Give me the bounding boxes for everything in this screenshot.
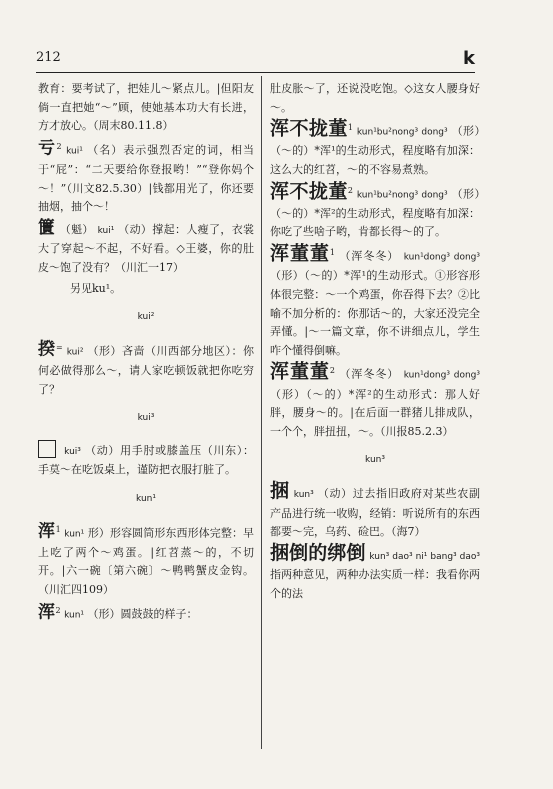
headword-superscript: 2 — [329, 366, 335, 376]
definition: （名）表示强烈否定的词，相当于“屁”：“二天要给你登报哟！”“登你妈个～！”（川文82.5.30）|钱都用光了，你还要抽烟，抽个～！ — [38, 143, 255, 214]
definition: （形）圆鼓鼓的样子： — [87, 607, 198, 621]
headword-superscript: 1 — [347, 123, 353, 133]
pronunciation: kun¹dong³ dong³ — [403, 252, 480, 263]
cross-reference: 另见ku¹。 — [70, 281, 122, 295]
entry-kun-bu-nong-dong-1 — [270, 119, 480, 179]
headword-superscript: = — [56, 342, 63, 352]
entry-kun-dong-dong-2 — [270, 362, 480, 441]
headword: 捆 — [270, 479, 290, 502]
definition: （动）过去指旧政府对某些农副产品进行统一收购，经销：听说所有的东西都要～完，乌药、硷巴。（海7） — [270, 486, 480, 539]
section-heading: kun¹ — [136, 494, 156, 504]
definition: （形）（～的）*浑²的生动形式，程度略有加深：你吃了些啥子哟，肯都长得～的了。 — [270, 187, 480, 239]
pronunciation: kui¹ — [66, 146, 83, 157]
entry-kun1-b — [38, 602, 254, 625]
left-column — [38, 80, 254, 627]
definition: （形）（～的）*浑¹的生动形式。①形容形体很完整：～一个鸡蛋，你吞得下去？②比喻不加分析的：你那话～的，大家还没完全弄懂。|～一篇文章，你不讲细点儿，学生咋个懂得倒嘛。 — [270, 269, 480, 357]
definition: 形）形容圆筒形东西形体完整：早上吃了两个～鸡蛋。|红苕蒸～的，不切开。|六一碗〔第六碗〕～鸭鸭蟹皮金钩。（川汇四109） — [38, 526, 255, 597]
pronunciation: kun³ — [293, 489, 314, 500]
headword: 籄 — [38, 217, 56, 238]
headword-superscript: 2 — [347, 185, 353, 195]
headword: 亏 — [38, 138, 57, 159]
pronunciation: kui³ — [64, 446, 81, 457]
definition: （动）撑起：人瘦了，衣裳大了穿起～不起，不好看。◇王婆，你的肚皮～饱了没有？（川汇一17） — [38, 222, 255, 274]
definition: （形）（～的）*浑²的生动形式：那人好胖，腰身～的。|在后面一群猪儿排成队，一个个，胖扭扭，～。（川报85.2.3） — [270, 387, 480, 438]
pronunciation: kun¹bu²nong³ dong³ — [356, 127, 448, 138]
section-heading: kui³ — [137, 413, 155, 424]
pronunciation: kui¹ — [97, 225, 115, 236]
section-letter: k — [463, 48, 475, 69]
pronunciation: kun¹dong³ dong³ — [403, 370, 480, 381]
headword: 浑不拢董 — [270, 117, 348, 140]
entry-kun-dong-dong-1 — [270, 244, 480, 360]
missing-character-box — [38, 440, 56, 458]
section-heading: kui² — [137, 312, 155, 323]
section-heading: kun³ — [365, 455, 385, 466]
headword-superscript: 1 — [329, 248, 335, 258]
entry-kui3 — [38, 440, 254, 480]
headword: 捆倒的绑倒 — [270, 541, 366, 564]
definition: （形）（～的）*浑¹的生动形式，程度略有加深：这么大的红苕，～的不容易煮熟。 — [270, 124, 480, 177]
headword: 浑 — [38, 602, 56, 623]
definition: （形）吝啬（川西部分地区）：你何必做得那么～，请人家吃顿饭就把你吃穷了？ — [38, 344, 255, 396]
headword: 浑董董 — [270, 360, 330, 383]
headword: 浑 — [38, 521, 56, 542]
pronunciation: kun¹bu²nong³ dong³ — [356, 190, 448, 201]
column-divider — [261, 76, 262, 749]
right-column — [270, 80, 480, 605]
entry-kun-bu-nong-dong-2 — [270, 182, 480, 242]
variant-note: （魁） — [59, 222, 94, 236]
entry-continuation: 教育：要考试了，把娃儿～紧点儿。|但阳友倘一直把她“～”顾，使她基本功大有长进，方才放心。（周末80.11.8） — [38, 82, 254, 133]
headword-superscript: 2 — [56, 141, 62, 151]
entry-kun1-a — [38, 521, 254, 600]
headword-superscript: 1 — [55, 524, 61, 534]
headword: 浑不拢董 — [270, 180, 348, 203]
headword-superscript: 2 — [55, 605, 61, 615]
entry-kui2 — [38, 339, 254, 399]
pronunciation: kun³ dao³ ni¹ bang³ dao³ — [369, 551, 480, 562]
entry-kui1-a — [38, 138, 254, 217]
definition: 指两种意见，两种办法实质一样：我看你两个的法 — [270, 568, 480, 600]
entry-kun3 — [270, 479, 480, 542]
definition: （动）用手肘或膝盖压（川东）：手莫～在吃饭桌上，谨防把衣服打脏了。 — [38, 443, 254, 477]
pronunciation: kun¹ — [64, 529, 85, 540]
pronunciation: kun¹ — [64, 610, 85, 621]
entry-kun-dao-bang-dao — [270, 541, 480, 604]
headword: 浑董董 — [270, 242, 330, 265]
variant-note: （浑冬冬） — [339, 367, 400, 381]
page-number: 212 — [36, 50, 61, 65]
header-rule — [36, 72, 475, 73]
entry-continuation: 肚皮胀～了，还说没吃饱。◇这女人腰身好～。 — [270, 82, 480, 114]
entry-kui1-b — [38, 219, 254, 278]
variant-note: （浑冬冬） — [339, 249, 400, 263]
pronunciation: kui² — [66, 347, 84, 358]
headword: 揆 — [38, 339, 57, 360]
page-header — [36, 50, 475, 72]
